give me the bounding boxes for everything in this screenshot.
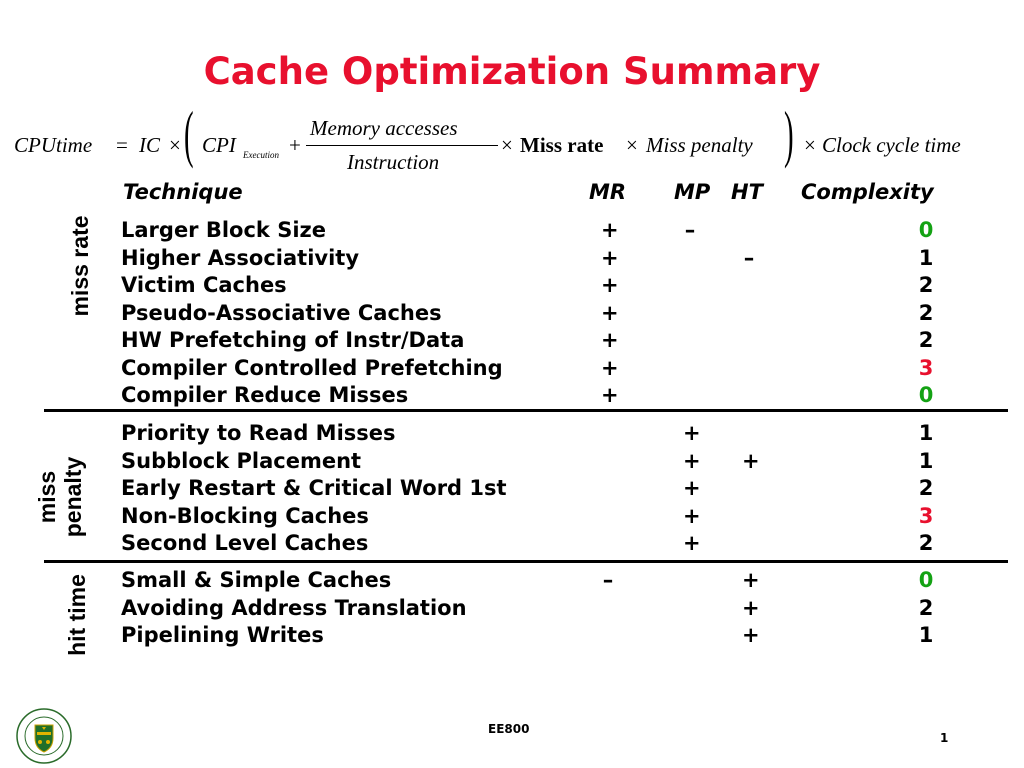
- table-row: [0, 421, 1024, 448]
- formula-times: ×: [804, 133, 816, 157]
- cpu-time-formula: [14, 98, 1010, 178]
- technique-cell: Larger Block Size: [121, 218, 326, 242]
- header-ht: HT: [731, 180, 763, 204]
- table-row: [0, 246, 1024, 273]
- table-row: [0, 623, 1024, 650]
- mp-cell: +: [683, 448, 701, 473]
- technique-cell: Pseudo-Associative Caches: [121, 300, 442, 325]
- mr-cell: +: [601, 245, 619, 270]
- technique-cell: Non-Blocking Caches: [121, 503, 369, 528]
- complexity-cell: 0: [918, 568, 934, 592]
- table-row: [0, 301, 1024, 328]
- technique-cell: Small & Simple Caches: [121, 568, 392, 592]
- group-label-miss-rate: miss rate: [67, 215, 93, 317]
- mr-cell: +: [601, 383, 619, 407]
- mr-cell: +: [601, 300, 619, 325]
- right-paren: ): [784, 98, 794, 169]
- footer-course-code: EE800: [488, 722, 530, 736]
- complexity-cell: 1: [918, 245, 934, 270]
- left-paren: (: [184, 98, 194, 169]
- complexity-cell: 1: [918, 623, 934, 647]
- technique-cell: Higher Associativity: [121, 245, 360, 270]
- technique-cell: HW Prefetching of Instr/Data: [121, 328, 465, 352]
- ht-cell: –: [743, 245, 755, 270]
- table-row: [0, 383, 1024, 410]
- table-row: [0, 273, 1024, 300]
- technique-cell: Compiler Controlled Prefetching: [121, 355, 503, 380]
- mr-cell: –: [602, 568, 614, 592]
- group-label-miss-penalty-line2: penalty: [60, 456, 86, 538]
- formula-cpi: CPI: [202, 133, 236, 157]
- group-divider: [44, 560, 1008, 563]
- formula-ic: IC: [139, 133, 160, 157]
- university-seal-logo: [16, 708, 72, 764]
- complexity-cell: 2: [918, 300, 934, 325]
- page-number: 1: [940, 731, 949, 745]
- table-row: [0, 596, 1024, 623]
- mp-cell: –: [684, 218, 696, 242]
- complexity-cell: 2: [918, 476, 934, 500]
- header-complexity: Complexity: [801, 180, 934, 204]
- formula-cpi-subscript: Execution: [243, 150, 279, 160]
- formula-clock-cycle-time: Clock cycle time: [822, 133, 961, 157]
- technique-cell: Early Restart & Critical Word 1st: [121, 476, 507, 500]
- formula-times: ×: [501, 133, 513, 157]
- complexity-cell: 1: [918, 421, 934, 445]
- technique-cell: Priority to Read Misses: [121, 421, 396, 445]
- formula-times: ×: [169, 133, 181, 157]
- technique-cell: Compiler Reduce Misses: [121, 383, 409, 407]
- formula-miss-penalty: Miss penalty: [646, 133, 753, 157]
- formula-denominator: Instruction: [347, 150, 440, 174]
- formula-plus: +: [289, 133, 301, 157]
- formula-times: ×: [626, 133, 638, 157]
- mr-cell: +: [601, 328, 619, 352]
- technique-cell: Second Level Caches: [121, 531, 369, 555]
- table-row: [0, 504, 1024, 531]
- complexity-cell: 2: [918, 531, 934, 555]
- complexity-cell: 2: [918, 273, 934, 297]
- complexity-cell: 0: [918, 383, 934, 407]
- formula-miss-rate: Miss rate: [520, 133, 604, 157]
- header-mp: MP: [674, 180, 711, 204]
- technique-cell: Pipelining Writes: [121, 623, 324, 647]
- complexity-cell: 2: [918, 328, 934, 352]
- formula-lhs: CPUtime: [14, 133, 93, 157]
- slide-title: Cache Optimization Summary: [203, 50, 821, 93]
- technique-cell: Victim Caches: [121, 273, 287, 297]
- table-row: [0, 218, 1024, 245]
- mr-cell: +: [601, 355, 619, 380]
- ht-cell: +: [742, 623, 760, 647]
- table-row: [0, 476, 1024, 503]
- complexity-cell: 2: [918, 595, 934, 620]
- complexity-cell: 3: [918, 503, 934, 528]
- table-row: [0, 568, 1024, 595]
- formula-equals: =: [116, 133, 128, 157]
- table-row: [0, 531, 1024, 558]
- mp-cell: +: [683, 421, 701, 445]
- group-label-miss-penalty-line1: miss: [34, 470, 60, 524]
- technique-cell: Avoiding Address Translation: [121, 595, 467, 620]
- table-row: [0, 449, 1024, 476]
- mp-cell: +: [683, 531, 701, 555]
- table-row: [0, 328, 1024, 355]
- complexity-cell: 1: [918, 448, 934, 473]
- header-mr: MR: [589, 180, 627, 204]
- fraction-bar: [306, 145, 498, 146]
- mr-cell: +: [601, 218, 619, 242]
- group-label-hit-time: hit time: [64, 574, 90, 656]
- mp-cell: +: [683, 476, 701, 500]
- table-row: [0, 356, 1024, 383]
- formula-numerator: Memory accesses: [310, 116, 458, 140]
- technique-cell: Subblock Placement: [121, 448, 362, 473]
- ht-cell: +: [742, 448, 760, 473]
- ht-cell: +: [742, 568, 760, 592]
- complexity-cell: 3: [918, 355, 934, 380]
- complexity-cell: 0: [918, 218, 934, 242]
- header-technique: Technique: [123, 180, 243, 204]
- ht-cell: +: [742, 595, 760, 620]
- mr-cell: +: [601, 273, 619, 297]
- mp-cell: +: [683, 503, 701, 528]
